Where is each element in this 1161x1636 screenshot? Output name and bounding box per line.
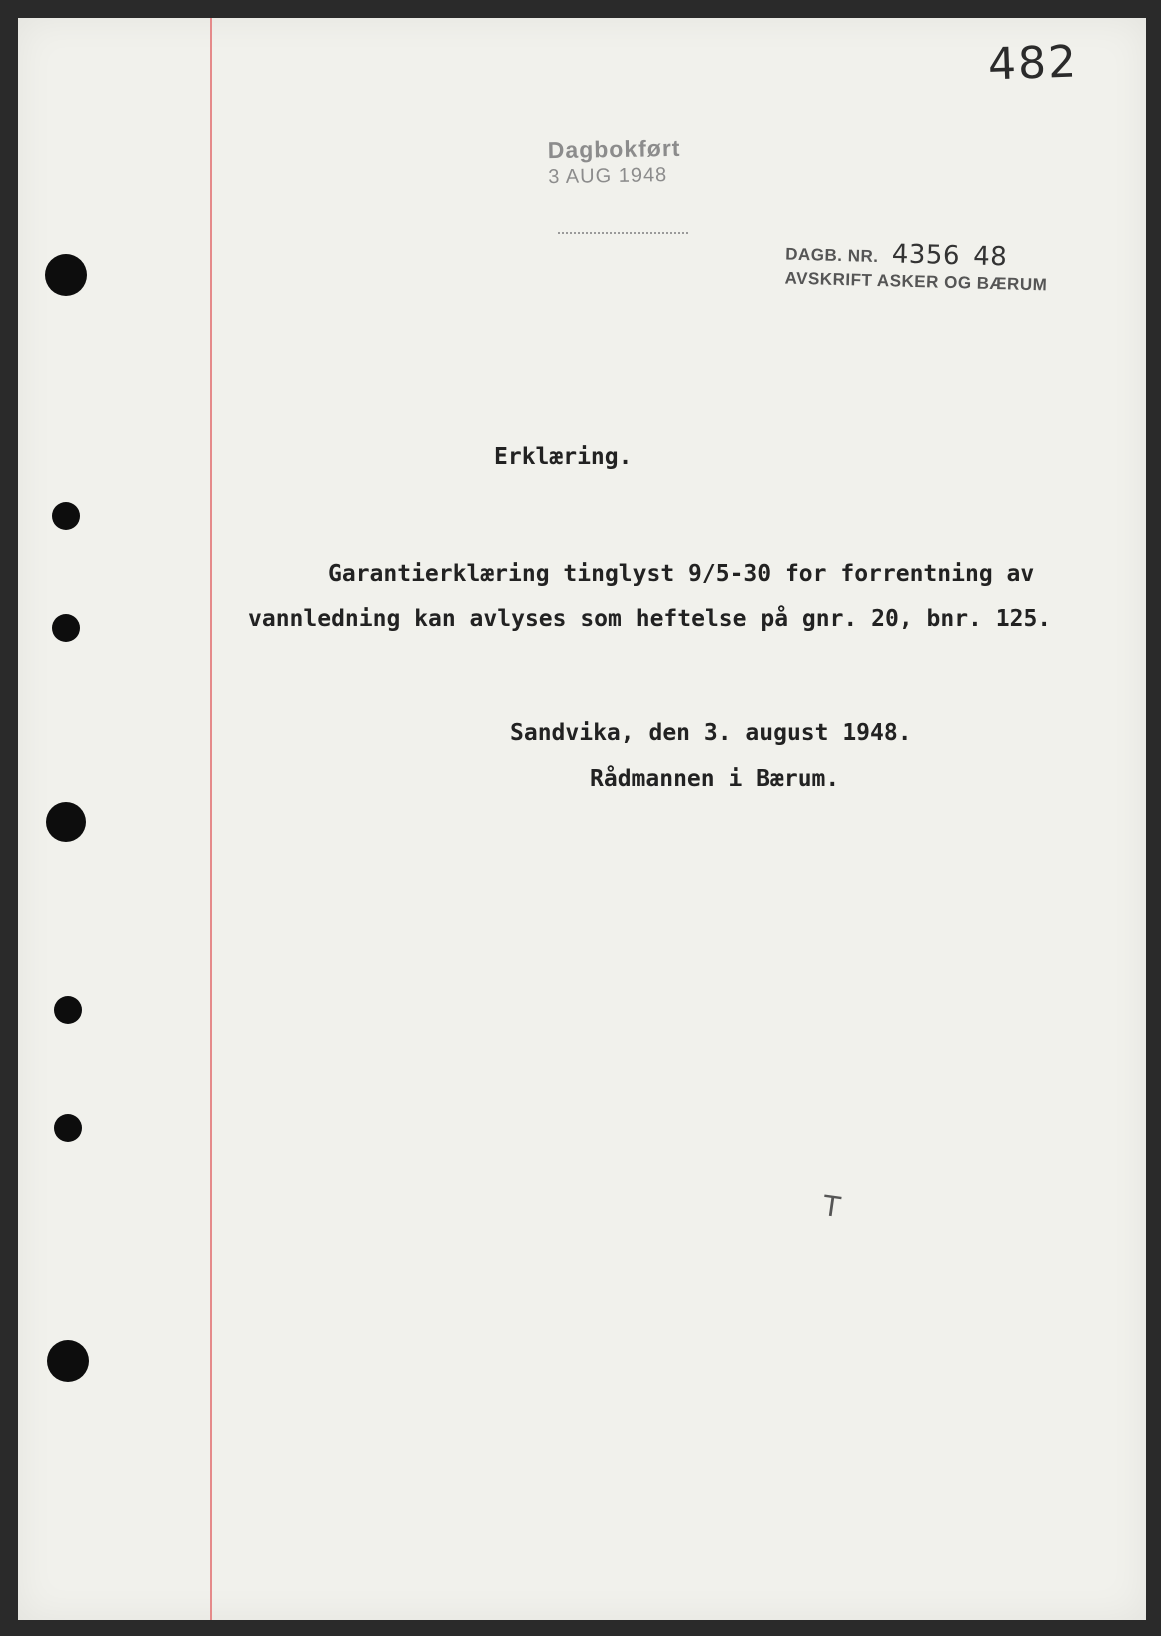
stamp-divider [558, 232, 688, 234]
punch-hole-1 [45, 254, 87, 296]
dagbokfort-stamp-date: 3 AUG 1948 [548, 164, 668, 189]
document-page [18, 18, 1146, 1620]
dagbokfort-stamp-title: Dagbokført [547, 134, 681, 164]
body-line-2: vannledning kan avlyses som heftelse på gnr. 20, bnr. 125. [248, 606, 1052, 632]
dagb-nr-number: 4356 [891, 239, 961, 272]
punch-hole-5 [54, 996, 82, 1024]
punch-hole-6 [54, 1114, 82, 1142]
document-heading: Erklæring. [494, 444, 633, 470]
dagb-nr-label: DAGB. NR. [785, 244, 879, 267]
punch-hole-7 [47, 1340, 89, 1382]
handwritten-mark: T [820, 1188, 843, 1225]
dagbokfort-stamp [548, 135, 682, 189]
punch-hole-3 [52, 614, 80, 642]
place-date-line: Sandvika, den 3. august 1948. [510, 720, 912, 746]
signatory-line: Rådmannen i Bærum. [590, 766, 840, 792]
avskrift-line: AVSKRIFT ASKER OG BÆRUM [784, 268, 1048, 295]
punch-hole-2 [52, 502, 80, 530]
dagb-nr-year: 48 [972, 241, 1008, 273]
page-number: 482 [987, 36, 1079, 91]
red-margin-line [210, 18, 212, 1620]
dagb-nr-stamp [784, 237, 1048, 296]
punch-hole-4 [46, 802, 86, 842]
body-line-1: Garantierklæring tinglyst 9/5-30 for forrentning av [328, 561, 1035, 587]
